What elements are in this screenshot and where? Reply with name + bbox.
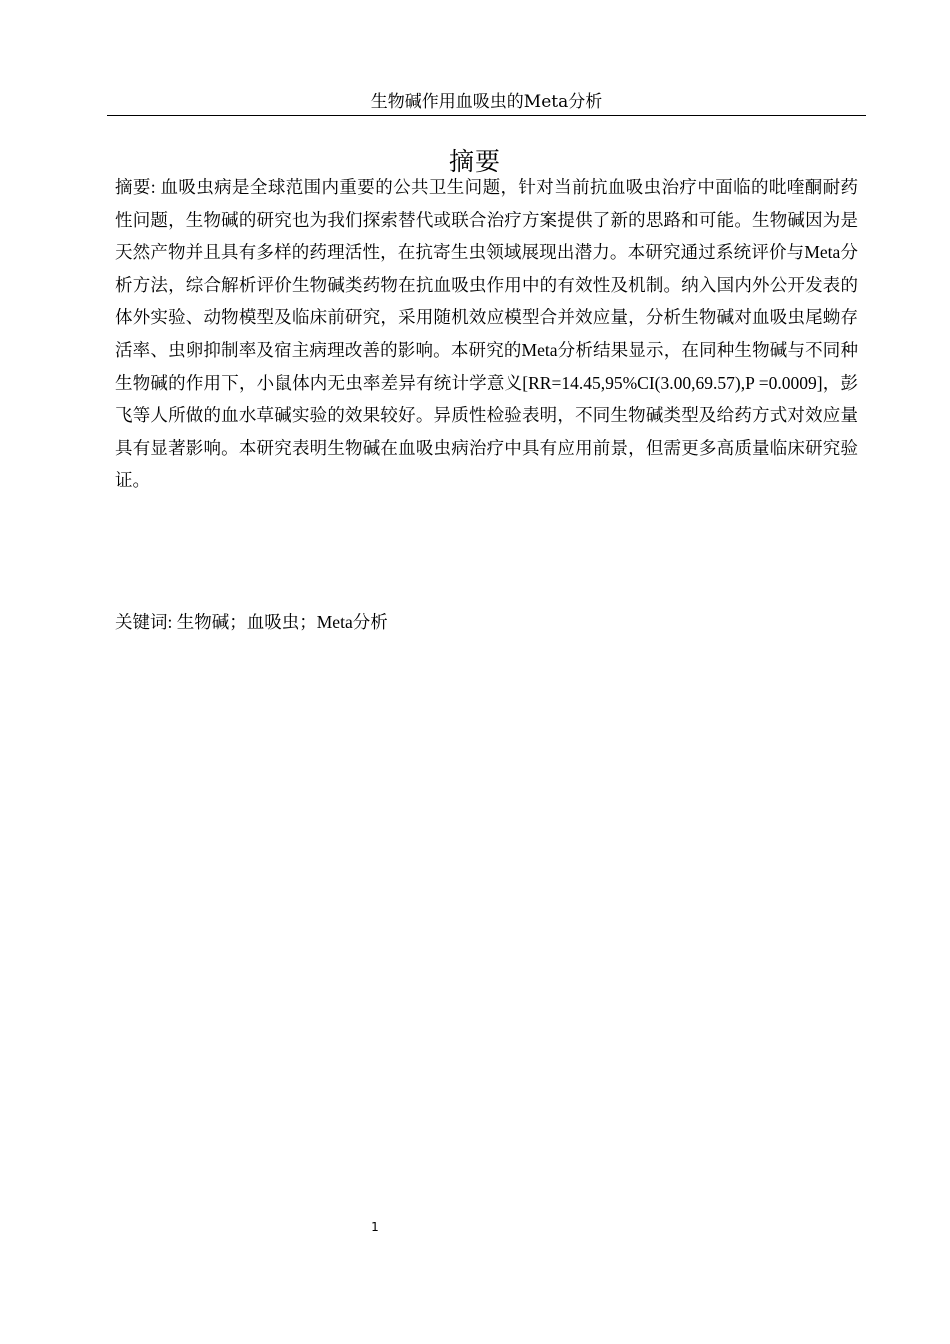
abstract-label: 摘要:: [115, 177, 161, 197]
keywords-text: 生物碱；血吸虫；Meta分析: [176, 612, 388, 632]
page-number: 1: [371, 1220, 379, 1234]
abstract-text: 血吸虫病是全球范围内重要的公共卫生问题，针对当前抗血吸虫治疗中面临的吡喹酮耐药性问题，生物碱的研究也为我们探索替代或联合治疗方案提供了新的思路和可能。生物碱因为是天然产物并且具有多样的药理活性，在抗寄生虫领域展现出潜力。本研究通过系统评价与Meta分析方法，综合解析评价生物碱类药物在抗血吸虫作用中的有效性及机制。纳入国内外公开发表的体外实验、动物模型及临床前研究，采用随机效应模型合并效应量，分析生物碱对血吸虫尾蚴存活率、虫卵抑制率及宿主病理改善的影响。本研究的Meta分析结果显示，在同种生物碱与不同种生物碱的作用下，小鼠体内无虫率差异有统计学意义[RR=14.45,95%CI(3.00,69.57),P =0.0009]，彭飞等人所做的血水草碱实验的效果较好。异质性检验表明，不同生物碱类型及给药方式对效应量具有显著影响。本研究表明生物碱在血吸虫病治疗中具有应用前景，但需更多高质量临床研究验证。: [115, 177, 858, 491]
abstract-title: 摘要: [448, 147, 501, 176]
running-title: 生物碱作用血吸虫的Meta分析: [370, 92, 603, 112]
abstract-paragraph: [115, 171, 858, 497]
running-header: [107, 92, 866, 116]
keywords-line: [115, 606, 858, 638]
keywords-label: 关键词:: [115, 612, 177, 632]
